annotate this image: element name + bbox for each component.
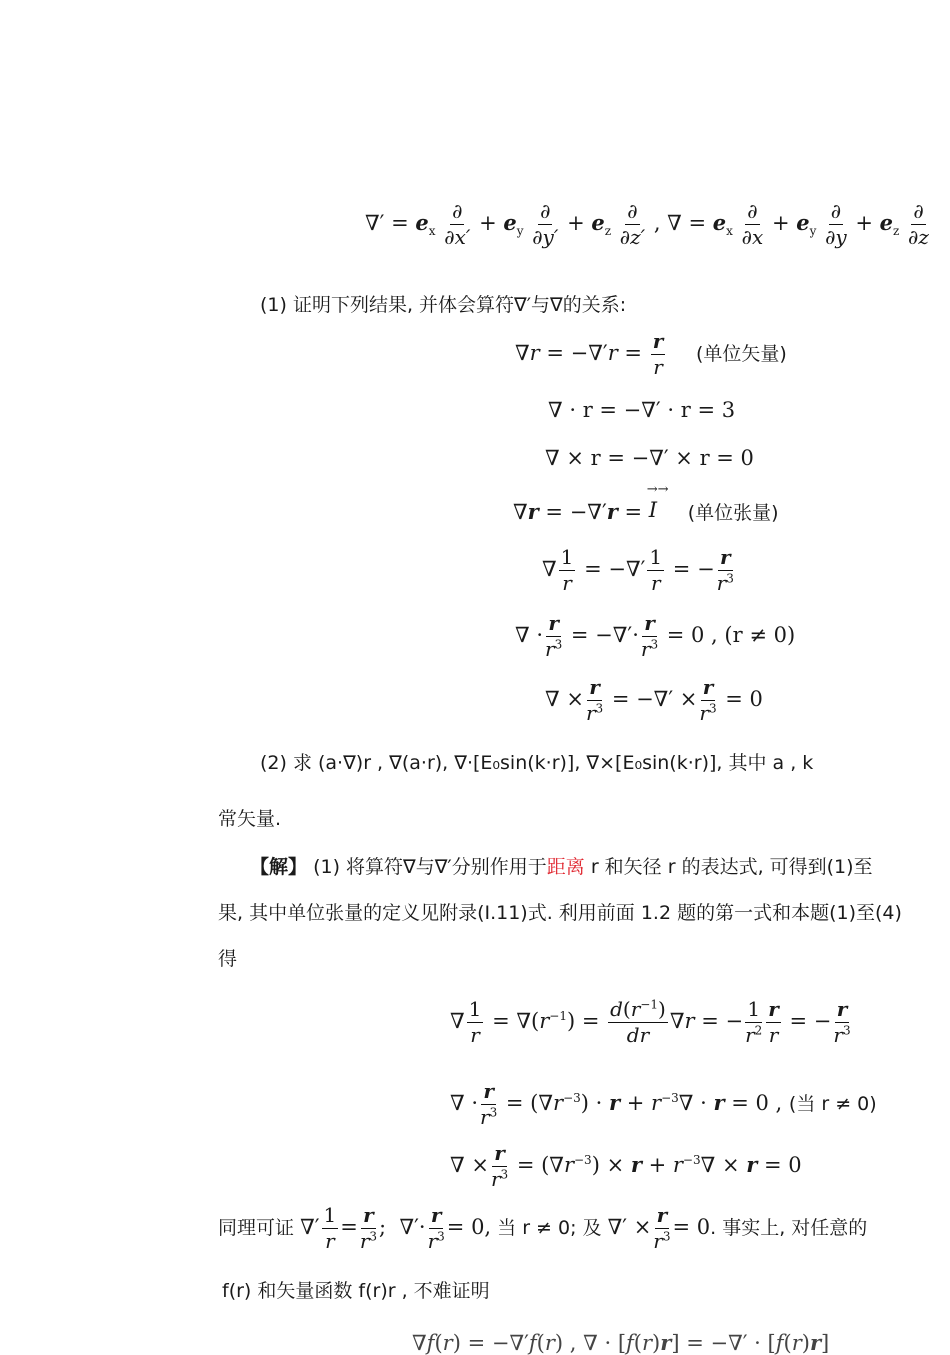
cutoff-equation: ∇f(r) = −∇′f(r) , ∇ · [f(r)r] = −∇′ · [f(r)r] bbox=[412, 1330, 830, 1355]
solution-line-1: 【解】 (1) 将算符∇与∇′分别作用于距离 r 和矢径 r 的表达式, 可得到(1)至 bbox=[250, 856, 873, 878]
derivation-condition: (当 r ≠ 0) bbox=[788, 1093, 877, 1115]
part1-intro: (1) 证明下列结果, 并体会算符∇′与∇的关系: bbox=[260, 294, 627, 316]
equation-curl-r-over-r3: ∇ × $\frac{r}{r^3}$ = −∇′ × $\frac{r}{r^3}$ = 0 bbox=[545, 675, 763, 725]
derivation-divergence: ∇ · $\frac{r}{r^3}$ = $(\nabla r^{-3}) \cdot r + r^{-3}\nabla \cdot r = 0$ , (当 r ≠ 0) bbox=[450, 1079, 877, 1129]
solution-line-2: 果, 其中单位张量的定义见附录(Ⅰ.11)式. 利用前面 1.2 题的第一式和本题(1)至(4) bbox=[218, 902, 902, 924]
part2-constant-vector-note: 常矢量. bbox=[218, 808, 282, 830]
equation-gradient-inverse-r: ∇ $\frac{1}{r}$ = −∇′ $\frac{1}{r}$ = − $\frac{r}{r^3}$ bbox=[542, 545, 734, 595]
nonzero-condition: (r ≠ 0) bbox=[724, 623, 796, 647]
highlighted-term: 距离 bbox=[546, 856, 585, 878]
equation-gradient-vector-r: ∇r = −∇′r = →→ I (单位张量) bbox=[513, 482, 779, 524]
unit-tensor-note: (单位张量) bbox=[687, 502, 779, 524]
equation-curl-r: ∇ × r = −∇′ × r = 0 bbox=[545, 446, 754, 470]
derivation-curl: ∇ × $\frac{r}{r^3}$ = $(\nabla r^{-3}) \times r + r^{-3}\nabla \times r = 0$ bbox=[450, 1141, 802, 1191]
solution-line-3: 得 bbox=[218, 948, 238, 970]
scalar-vector-function-line: f(r) 和矢量函数 f(r)r , 不难证明 bbox=[222, 1280, 490, 1302]
operator-definition-line: ∇′ = $e_x$ $\frac{\partial}{\partial x'}$ + $e_y$ $\frac{\partial}{\partial y'}$ + $e_z$ $\frac{\partial}{\partial z'}$ , ∇ = $e_x$ $\frac{\partial}{\partial x}$ + $e_y$ $\frac{\partial}{\partial y}$ + $e_z$ $\frac{\partial}{\partial z}$ bbox=[365, 199, 929, 249]
equation-divergence-r-over-r3: ∇ · $\frac{r}{r^3}$ = −∇′· $\frac{r}{r^3}$ = 0 , (r ≠ 0) bbox=[515, 611, 796, 661]
equation-divergence-r: ∇ · r = −∇′ · r = 3 bbox=[548, 398, 736, 422]
part2-question: (2) 求 (a·∇)r , ∇(a·r), ∇·[E₀sin(k·r)], ∇×[E₀sin(k·r)], 其中 a , k bbox=[260, 752, 814, 774]
unit-vector-note: (单位矢量) bbox=[695, 343, 787, 365]
equation-gradient-r: ∇r = −∇′r = $\frac{r}{r}$ (单位矢量) bbox=[515, 329, 787, 379]
solution-label: 【解】 bbox=[250, 856, 308, 878]
similar-proof-line: 同理可证 ∇′ $\frac{1}{r}$ = $\frac{r}{r^3}$ ; ∇′· $\frac{r}{r^3}$ = 0, 当 r ≠ 0; 及 ∇′ × $\frac{r}{r^3}$ = 0. 事实上, 对任意的 bbox=[218, 1203, 868, 1253]
derivation-gradient-inverse-r: ∇ $\frac{1}{r}$ = $\nabla(r^{-1})$ = $\frac{d(r^{-1})}{dr}$ ∇r = − $\frac{1}{r^2}$ $\frac{r}{r}$ = − $\frac{r}{r^3}$ bbox=[450, 997, 851, 1047]
